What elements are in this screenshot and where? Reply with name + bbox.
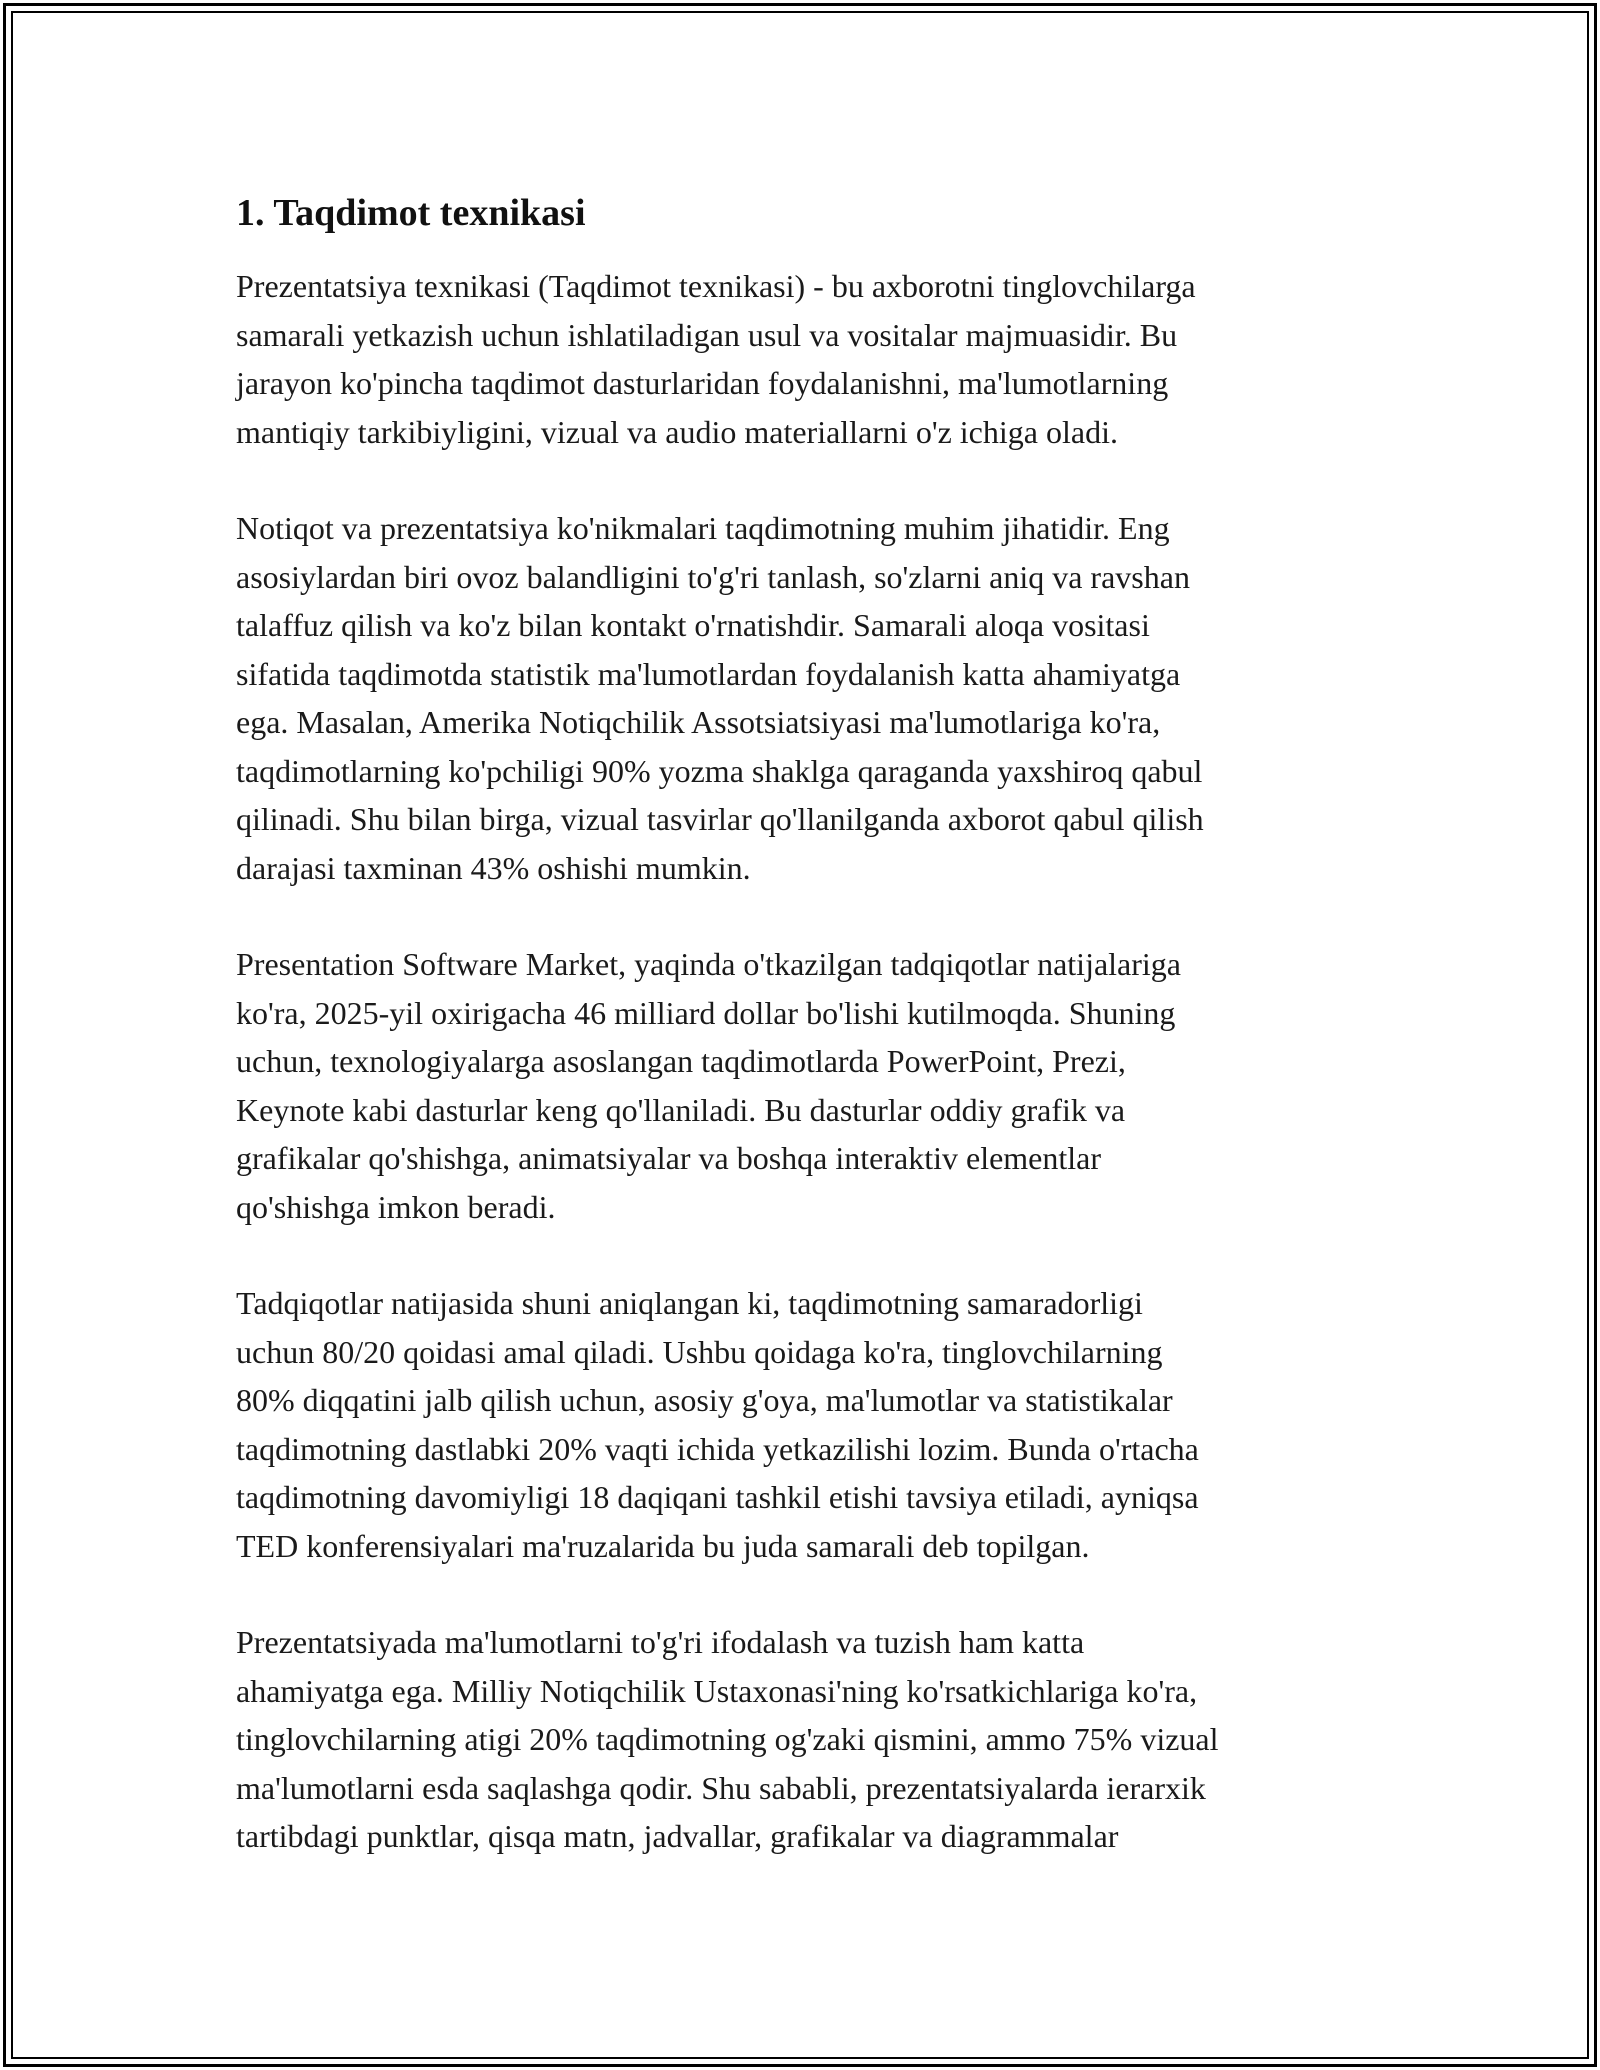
paragraph-line: ahamiyatga ega. Milliy Notiqchilik Ustaxonasi'ning ko'rsatkichlariga ko'ra, [236, 1672, 1198, 1709]
paragraph-line: darajasi taxminan 43% oshishi mumkin. [236, 849, 751, 886]
paragraph-2 [236, 504, 1376, 892]
paragraph-line: Keynote kabi dasturlar keng qo'llaniladi. Bu dasturlar oddiy grafik va [236, 1091, 1126, 1128]
paragraph-line: taqdimotning dastlabki 20% vaqti ichida yetkazilishi lozim. Bunda o'rtacha [236, 1430, 1199, 1467]
paragraph-4 [236, 1279, 1376, 1570]
paragraph-line: ko'ra, 2025-yil oxirigacha 46 milliard dollar bo'lishi kutilmoqda. Shuning [236, 994, 1176, 1031]
paragraph-line: Tadqiqotlar natijasida shuni aniqlangan ki, taqdimotning samaradorligi [236, 1285, 1143, 1321]
paragraph-line: asosiylardan biri ovoz balandligini to'g'ri tanlash, so'zlarni aniq va ravshan [236, 558, 1190, 595]
paragraph-5 [236, 1618, 1376, 1861]
paragraph-line: grafikalar qo'shishga, animatsiyalar va boshqa interaktiv elementlar [236, 1140, 1102, 1176]
paragraph-line: TED konferensiyalari ma'ruzalarida bu juda samarali deb topilgan. [236, 1527, 1090, 1564]
paragraph-3 [236, 940, 1376, 1231]
paragraph-line: qo'shishga imkon beradi. [236, 1188, 556, 1225]
document-body [236, 184, 1376, 1909]
paragraph-1 [236, 262, 1376, 456]
paragraph-line: Notiqot va prezentatsiya ko'nikmalari taqdimotning muhim jihatidir. Eng [236, 510, 1170, 546]
paragraph-line: 80% diqqatini jalb qilish uchun, asosiy g'oya, ma'lumotlar va statistikalar [236, 1382, 1173, 1418]
paragraph-line: Prezentatsiyada ma'lumotlarni to'g'ri ifodalash va tuzish ham katta [236, 1624, 1085, 1660]
paragraph-line: jarayon ko'pincha taqdimot dasturlaridan foydalanishni, ma'lumotlarning [236, 365, 1169, 401]
paragraph-line: Presentation Software Market, yaqinda o'tkazilgan tadqiqotlar natijalariga [236, 946, 1181, 982]
paragraph-line: mantiqiy tarkibiyligini, vizual va audio materiallarni o'z ichiga oladi. [236, 413, 1118, 450]
paragraph-line: ma'lumotlarni esda saqlashga qodir. Shu sababli, prezentatsiyalarda ierarxik [236, 1769, 1206, 1806]
paragraph-line: talaffuz qilish va ko'z bilan kontakt o'rnatishdir. Samarali aloqa vositasi [236, 607, 1150, 643]
paragraph-line: samarali yetkazish uchun ishlatiladigan usul va vositalar majmuasidir. Bu [236, 316, 1178, 353]
paragraph-line: ega. Masalan, Amerika Notiqchilik Assotsiatsiyasi ma'lumotlariga ko'ra, [236, 704, 1161, 740]
paragraph-line: taqdimotning davomiyligi 18 daqiqani tashkil etishi tavsiya etiladi, ayniqsa [236, 1479, 1199, 1515]
paragraph-line: Prezentatsiya texnikasi (Taqdimot texnikasi) - bu axborotni tinglovchilarga [236, 268, 1196, 304]
section-heading: 1. Taqdimot texnikasi [236, 192, 586, 234]
paragraph-line: tartibdagi punktlar, qisqa matn, jadvallar, grafikalar va diagrammalar [236, 1818, 1119, 1854]
paragraph-line: uchun 80/20 qoidasi amal qiladi. Ushbu qoidaga ko'ra, tinglovchilarning [236, 1333, 1163, 1370]
paragraph-line: qilinadi. Shu bilan birga, vizual tasvirlar qo'llanilganda axborot qabul qilish [236, 801, 1204, 837]
paragraph-line: sifatida taqdimotda statistik ma'lumotlardan foydalanish katta ahamiyatga [236, 655, 1181, 692]
paragraph-line: tinglovchilarning atigi 20% taqdimotning og'zaki qismini, ammo 75% vizual [236, 1721, 1219, 1757]
paragraph-line: taqdimotlarning ko'pchiligi 90% yozma shaklga qaraganda yaxshiroq qabul [236, 752, 1203, 789]
paragraph-line: uchun, texnologiyalarga asoslangan taqdimotlarda PowerPoint, Prezi, [236, 1043, 1126, 1079]
